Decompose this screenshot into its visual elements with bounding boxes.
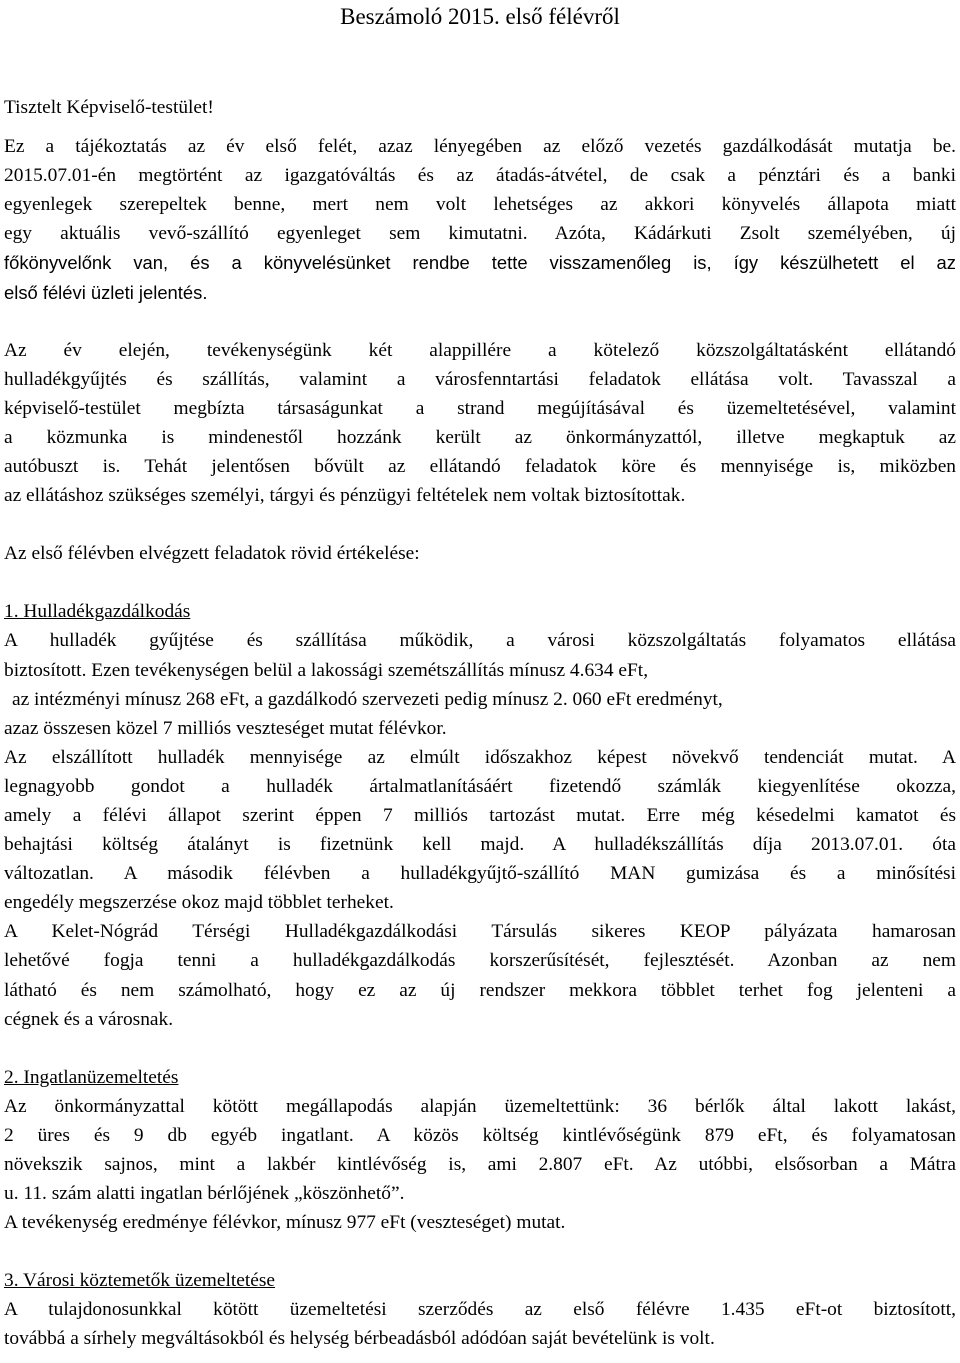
section-heading: 2. Ingatlanüzemeltetés xyxy=(4,1066,179,1088)
text-line: 2 üres és 9 db egyéb ingatlant. A közös költség kintlévőségünk 879 eFt, és folyamatosan xyxy=(4,1124,956,1146)
text-line: autóbuszt is. Tehát jelentősen bővült az ellátandó feladatok köre és mennyisége is, miközben xyxy=(4,456,956,478)
section-cemetery-operation xyxy=(4,1266,956,1353)
text-line: lehetővé fogja tenni a hulladékgazdálkodás korszerűsítését, fejlesztését. Azonban az nem xyxy=(4,950,956,972)
evaluation-intro: Az első félévben elvégzett feladatok rövid értékelése: xyxy=(4,543,420,565)
text-line: Az elszállított hulladék mennyisége az elmúlt időszakhoz képest növekvő tendenciát mutat. A xyxy=(4,746,956,768)
text-line: a közmunka is mindenestől hozzánk került az önkormányzattól, illetve megkaptuk az xyxy=(4,426,956,448)
text-line: képviselő-testület megbízta társaságunkat a strand megújításával és üzemeltetésével, valamint xyxy=(4,397,956,419)
text-line: látható és nem számolható, hogy ez az új rendszer mekkora többlet terhet fog jelenteni a xyxy=(4,979,956,1001)
text-line: behajtási költség átalányt is fizetnünk kell majd. A hulladékszállítás díja 2013.07.01. óta xyxy=(4,834,956,856)
text-line: A tulajdonosunkkal kötött üzemeltetési szerződés az első félévre 1.435 eFt-ot biztosított, xyxy=(4,1299,956,1321)
document-page xyxy=(4,0,956,1354)
section-waste-management xyxy=(4,597,956,1033)
text-line: első félévi üzleti jelentés. xyxy=(4,281,208,303)
text-line: u. 11. szám alatti ingatlan bérlőjének „köszönhető”. xyxy=(4,1183,405,1205)
tasks-paragraph xyxy=(4,336,956,511)
text-line: 2015.07.01-én megtörtént az igazgatóváltás és az átadás-átvétel, de csak a pénztári és a banki xyxy=(4,165,956,187)
text-line: Ez a tájékoztatás az év első felét, azaz lényegében az előző vezetés gazdálkodását mutatja be. xyxy=(4,136,956,158)
text-line: hulladékgyűjtés és szállítás, valamint a városfenntartási feladatok ellátása volt. Tavasszal a xyxy=(4,368,956,390)
text-line: legnagyobb gondot a hulladék ártalmatlanításáért fizetendő számlák kiegyenlítése okozza, xyxy=(4,775,956,797)
text-line: továbbá a sírhely megváltásokból és helység bérbeadásból adódóan saját bevételünk is volt. xyxy=(4,1328,715,1350)
text-line: engedély megszerzése okoz majd többlet terheket. xyxy=(4,892,394,914)
text-line: az intézményi mínusz 268 eFt, a gazdálkodó szervezeti pedig mínusz 2. 060 eFt eredményt, xyxy=(12,688,723,710)
text-line: egy aktuális vevő-szállító egyenleget sem kimutatni. Azóta, Kádárkuti Zsolt személyében, új xyxy=(4,223,956,245)
text-line: egyenlegek szerepeltek benne, mert nem volt lehetséges az akkori könyvelés állapota miatt xyxy=(4,194,956,216)
text-line: amely a félévi állapot szerint éppen 7 milliós tartozást mutat. Erre még késedelmi kamatot és xyxy=(4,804,956,826)
text-line: az ellátáshoz szükséges személyi, tárgyi és pénzügyi feltételek nem voltak biztosítottak. xyxy=(4,485,686,507)
text-line: Az önkormányzattal kötött megállapodás alapján üzemeltettünk: 36 bérlők által lakott lakást, xyxy=(4,1095,956,1117)
section-heading: 3. Városi köztemetők üzemeltetése xyxy=(4,1270,276,1292)
text-line: főkönyvelőnk van, és a könyvelésünket rendbe tette visszamenőleg is, így készülhetett el az xyxy=(4,252,956,274)
section-heading: 1. Hulladékgazdálkodás xyxy=(4,601,191,623)
text-line: A Kelet-Nógrád Térségi Hulladékgazdálkodási Társulás sikeres KEOP pályázata hamarosan xyxy=(4,921,956,943)
text-line: A hulladék gyűjtése és szállítása működik, a városi közszolgáltatás folyamatos ellátása xyxy=(4,630,956,652)
text-line: biztosított. Ezen tevékenységen belül a lakossági szemétszállítás mínusz 4.634 eFt, xyxy=(4,659,649,681)
intro-paragraph xyxy=(4,132,956,307)
text-line: azaz összesen közel 7 milliós veszteséget mutat félévkor. xyxy=(4,717,447,739)
text-line: Az év elején, tevékenységünk két alappillére a kötelező közszolgáltatásként ellátandó xyxy=(4,339,956,361)
text-line: A tevékenység eredménye félévkor, mínusz 977 eFt (veszteséget) mutat. xyxy=(4,1212,566,1234)
text-line: változatlan. A második félévben a hulladékgyűjtő-szállító MAN gumizása és a minősítési xyxy=(4,863,956,885)
text-line: cégnek és a városnak. xyxy=(4,1008,174,1030)
greeting: Tisztelt Képviselő-testület! xyxy=(4,97,214,118)
document-title: Beszámoló 2015. első félévről xyxy=(340,4,620,29)
text-line: növekszik sajnos, mint a lakbér kintlévőség is, ami 2.807 eFt. Az utóbbi, elsősorban a Mátra xyxy=(4,1154,956,1175)
section-property-management xyxy=(4,1063,956,1238)
